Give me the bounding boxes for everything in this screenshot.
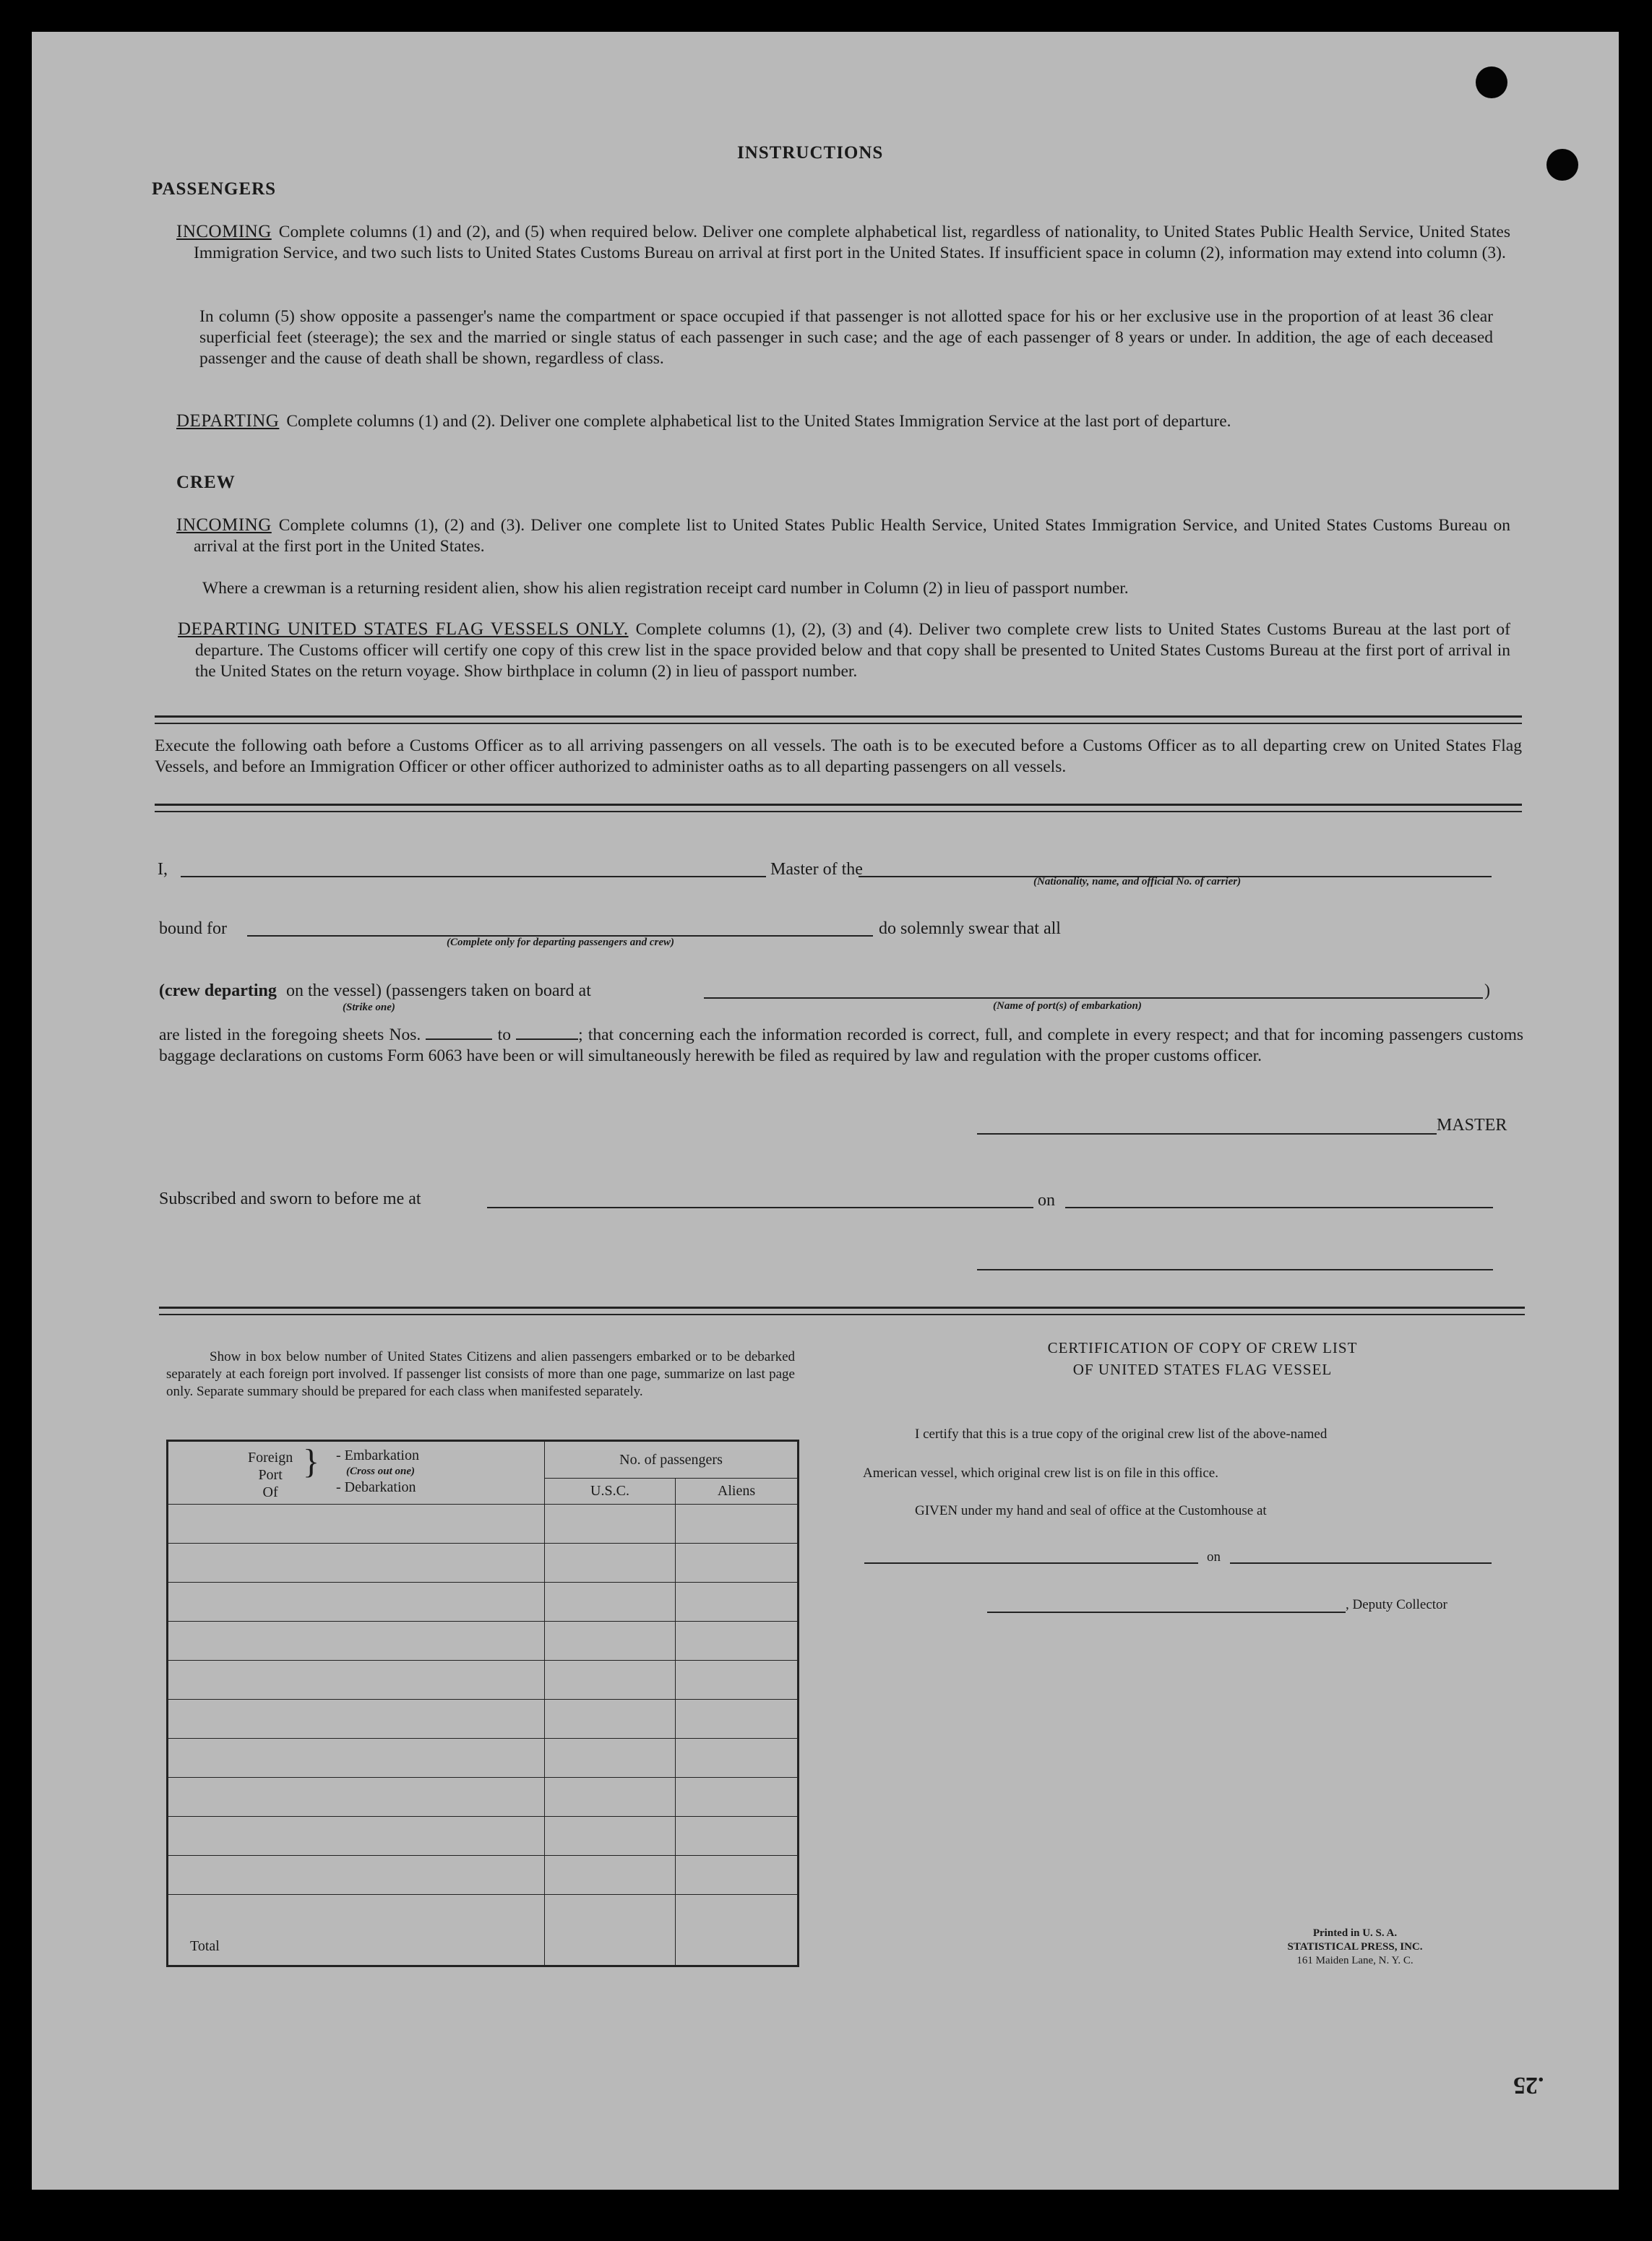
crew-resident-paragraph: Where a crewman is a returning resident alien, show his alien registration receipt card number in Column (2) in lieu of passport number. — [202, 579, 1129, 598]
sworn-place-field[interactable] — [487, 1207, 1033, 1208]
usc-cell[interactable] — [545, 1739, 676, 1778]
table-row — [168, 1817, 799, 1856]
crew-departing-paragraph — [178, 619, 1510, 682]
port-cell[interactable] — [168, 1505, 545, 1544]
given-line: GIVEN under my hand and seal of office at the Customhouse at — [915, 1503, 1267, 1518]
usc-cell[interactable] — [545, 1778, 676, 1817]
port-cell[interactable] — [168, 1661, 545, 1700]
master-label: MASTER — [1437, 1116, 1507, 1135]
divider-oath-b — [155, 811, 1522, 812]
close-paren: ) — [1484, 981, 1490, 1000]
usc-cell[interactable] — [545, 1856, 676, 1895]
table-row — [168, 1544, 799, 1583]
usc-cell[interactable] — [545, 1661, 676, 1700]
aliens-cell[interactable] — [676, 1661, 799, 1700]
aliens-total-cell[interactable] — [676, 1895, 799, 1966]
crew-incoming-label: INCOMING — [176, 515, 272, 535]
certify-line1: I certify that this is a true copy of the original crew list of the above-named — [915, 1427, 1328, 1442]
strike-one-note: (Strike one) — [343, 1002, 395, 1013]
master-name-field[interactable] — [181, 876, 766, 877]
passengers-departing-text: Complete columns (1) and (2). Deliver one complete alphabetical list to the United States Immigration Service at the last port of departure. — [286, 412, 1231, 431]
crew-departing-label-oath: (crew departing — [159, 981, 277, 1000]
nationality-note: (Nationality, name, and official No. of carrier) — [1033, 876, 1242, 887]
passenger-summary-table — [166, 1440, 799, 1967]
usc-cell[interactable] — [545, 1817, 676, 1856]
are-listed-rest: ; that concerning each the information recorded is correct, full, and complete in every respect; and that for incoming passengers customs baggage declarations on customs Form 6063 have been or will simultaneously herewith be filed as required by law and regulation with the proper customs officer. — [159, 1025, 1524, 1065]
passengers-incoming-paragraph — [176, 221, 1510, 264]
certification-title-line1: CERTIFICATION OF COPY OF CREW LIST — [1047, 1339, 1358, 1356]
to-label: to — [497, 1025, 511, 1044]
crew-departing-text: Complete columns (1), (2), (3) and (4). Deliver two complete crew lists to United States Customs Bureau at the last port of departure. The Customs officer will certify one copy of this crew list in the space provided below and that copy shall be presented to United States Customs Bureau at the first port of arrival in the United States on the return voyage. Show birthplace in column (2) in lieu of passport number. — [195, 620, 1510, 681]
oath-intro-paragraph: Execute the following oath before a Customs Officer as to all arriving passengers on all vessels. The oath is to be executed before a Customs Officer as to all departing crew on United States Flag Vessels, and before an Immigration Officer or other officer authorized to administer oaths as to all departing passengers on all vessels. — [155, 736, 1522, 776]
aliens-cell[interactable] — [676, 1622, 799, 1661]
cross-out-note: (Cross out one) — [346, 1466, 416, 1477]
debarkation-label: - Debarkation — [336, 1479, 416, 1495]
printer-credit — [1236, 1927, 1474, 1968]
passengers-departing-paragraph — [176, 410, 1510, 432]
usc-cell[interactable] — [545, 1622, 676, 1661]
printer-line2: STATISTICAL PRESS, INC. — [1287, 1941, 1423, 1953]
cert-on-label: on — [1207, 1549, 1221, 1565]
sheet-to-field[interactable] — [516, 1025, 578, 1040]
aliens-cell[interactable] — [676, 1544, 799, 1583]
bound-for-label: bound for — [159, 919, 227, 938]
instructions-title: INSTRUCTIONS — [737, 143, 884, 163]
crew-incoming-paragraph — [176, 515, 1510, 557]
column5-paragraph: In column (5) show opposite a passenger's name the compartment or space occupied if that passenger is not allotted space for his or her exclusive use in the proportion of at least 36 clear superficial feet (steerage); the sex and the married or single status of each passenger in such case; and the age of each passenger of 8 years or under. In addition, the age of each deceased passenger and the cause of death shall be shown, regardless of class. — [199, 307, 1493, 368]
aliens-cell[interactable] — [676, 1778, 799, 1817]
aliens-cell[interactable] — [676, 1856, 799, 1895]
sworn-on-label: on — [1038, 1191, 1055, 1210]
of-label: Of — [262, 1484, 278, 1500]
subscribed-label: Subscribed and sworn to before me at — [159, 1190, 421, 1208]
port-cell[interactable] — [168, 1622, 545, 1661]
crew-heading: CREW — [176, 473, 236, 492]
table-row — [168, 1661, 799, 1700]
form-sheet — [32, 32, 1619, 2190]
aliens-cell[interactable] — [676, 1817, 799, 1856]
table-row — [168, 1622, 799, 1661]
table-row — [168, 1700, 799, 1739]
are-listed-label: are listed in the foregoing sheets Nos. — [159, 1025, 421, 1044]
do-solemnly-label: do solemnly swear that all — [879, 919, 1061, 938]
embarkation-label: - Embarkation — [336, 1448, 419, 1463]
usc-total-cell[interactable] — [545, 1895, 676, 1966]
printer-line3: 161 Maiden Lane, N. Y. C. — [1296, 1955, 1414, 1966]
customhouse-field[interactable] — [864, 1562, 1198, 1564]
certification-title-line2: OF UNITED STATES FLAG VESSEL — [1072, 1361, 1333, 1378]
divider-top-b — [155, 723, 1522, 724]
foreign-port-header — [168, 1441, 545, 1505]
master-of-the-label: Master of the — [770, 860, 863, 879]
usc-header: U.S.C. — [545, 1479, 676, 1505]
crew-departing-label: DEPARTING UNITED STATES FLAG VESSELS ONLY. — [178, 619, 629, 639]
usc-cell[interactable] — [545, 1700, 676, 1739]
punch-hole-top — [1476, 66, 1507, 98]
foreign-label: Foreign — [248, 1450, 293, 1466]
divider-top-a — [155, 715, 1522, 718]
aliens-cell[interactable] — [676, 1739, 799, 1778]
ports-note: (Name of port(s) of embarkation) — [993, 1000, 1142, 1012]
table-row — [168, 1778, 799, 1817]
on-the-vessel-label: on the vessel) (passengers taken on board at — [286, 981, 591, 1000]
punch-hole-middle — [1546, 149, 1578, 181]
officer-signature-field[interactable] — [977, 1269, 1493, 1270]
passengers-incoming-text: Complete columns (1) and (2), and (5) when required below. Deliver one complete alphabetical list, regardless of nationality, to United States Public Health Service, United States Immigration Service, and two such lists to United States Customs Bureau on arrival at first port in the United States. If insufficient space in column (2), information may extend into column (3). — [194, 223, 1510, 262]
oath-i-label: I, — [158, 860, 168, 879]
port-cell[interactable] — [168, 1700, 545, 1739]
certification-title — [903, 1337, 1502, 1380]
aliens-header: Aliens — [676, 1479, 799, 1505]
table-row — [168, 1505, 799, 1544]
complete-only-note: (Complete only for departing passengers and crew) — [447, 937, 674, 948]
usc-cell[interactable] — [545, 1583, 676, 1622]
master-signature-field[interactable] — [977, 1133, 1437, 1135]
are-listed-paragraph — [159, 1025, 1523, 1067]
printer-line1: Printed in U. S. A. — [1312, 1927, 1398, 1939]
sheet-from-field[interactable] — [426, 1025, 492, 1040]
certify-line2: American vessel, which original crew list is on file in this office. — [863, 1466, 1218, 1481]
port-cell[interactable] — [168, 1778, 545, 1817]
table-row — [168, 1739, 799, 1778]
table-row — [168, 1583, 799, 1622]
aliens-cell[interactable] — [676, 1700, 799, 1739]
crew-incoming-text: Complete columns (1), (2) and (3). Deliver one complete list to United States Public Health Service, United States Immigration Service, and United States Customs Bureau on arrival at the first port in the United States. — [194, 516, 1510, 556]
port-cell[interactable] — [168, 1544, 545, 1583]
cert-date-field[interactable] — [1230, 1562, 1492, 1564]
passengers-departing-label: DEPARTING — [176, 411, 280, 431]
total-label: Total — [168, 1895, 545, 1966]
port-label: Port — [258, 1467, 283, 1483]
deputy-collector-label: , Deputy Collector — [1346, 1597, 1447, 1612]
deputy-signature-field[interactable] — [987, 1612, 1346, 1613]
embarkation-port-field[interactable] — [704, 997, 1483, 999]
corner-page-mark: .25 — [1513, 2072, 1544, 2099]
passengers-incoming-label: INCOMING — [176, 222, 272, 241]
aliens-cell[interactable] — [676, 1505, 799, 1544]
aliens-cell[interactable] — [676, 1583, 799, 1622]
no-of-passengers-header: No. of passengers — [545, 1441, 799, 1479]
passengers-heading: PASSENGERS — [152, 179, 277, 199]
usc-cell[interactable] — [545, 1544, 676, 1583]
summary-note: Show in box below number of United States Citizens and alien passengers embarked or to be debarked separately at each foreign port involved. If passenger list consists of more than one page, summarize on last page only. Separate summary should be prepared for each class when manifested separately. — [166, 1349, 795, 1399]
divider-bottom-a — [159, 1307, 1525, 1309]
usc-cell[interactable] — [545, 1505, 676, 1544]
port-cell[interactable] — [168, 1739, 545, 1778]
total-row — [168, 1895, 799, 1966]
divider-bottom-b — [159, 1314, 1525, 1315]
port-cell[interactable] — [168, 1583, 545, 1622]
brace-glyph: } — [303, 1442, 320, 1481]
table-row — [168, 1856, 799, 1895]
port-cell[interactable] — [168, 1856, 545, 1895]
sworn-date-field[interactable] — [1065, 1207, 1493, 1208]
divider-oath-a — [155, 804, 1522, 806]
port-cell[interactable] — [168, 1817, 545, 1856]
